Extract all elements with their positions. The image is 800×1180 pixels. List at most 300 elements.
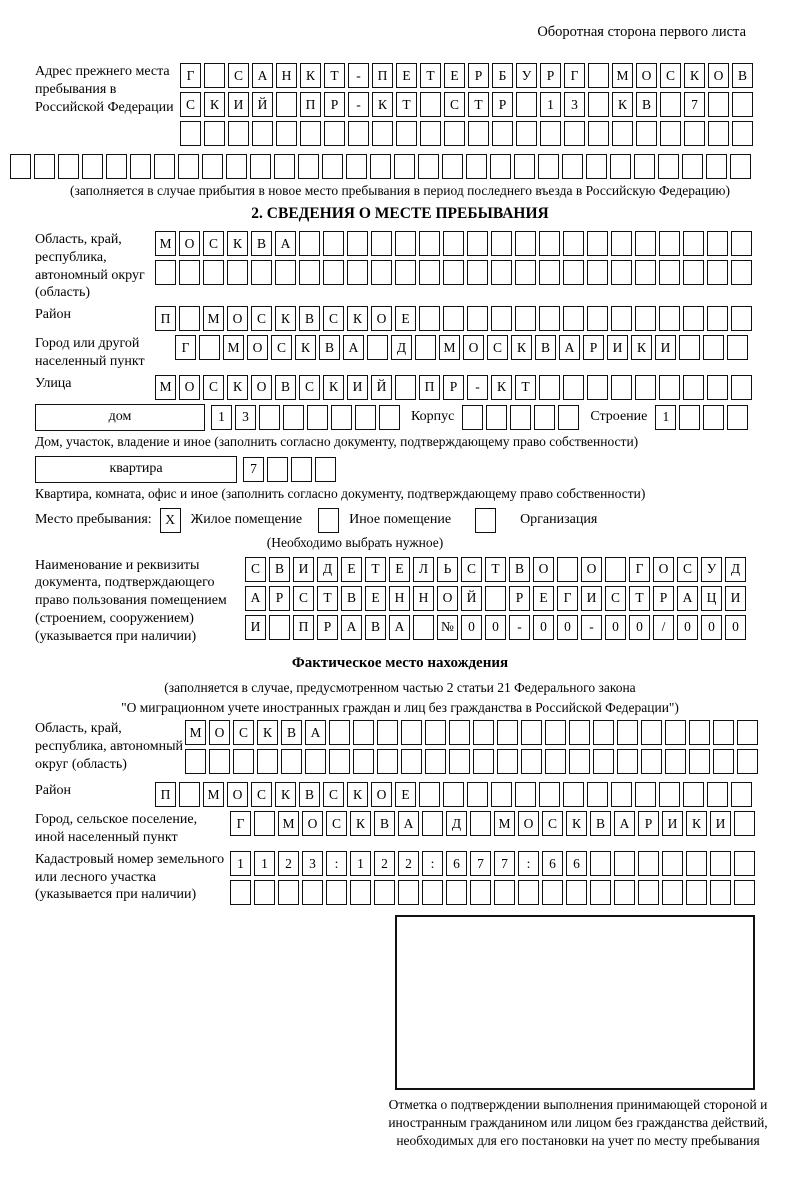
char-cell <box>274 154 295 179</box>
char-cell: У <box>516 63 537 88</box>
char-cell <box>727 335 748 360</box>
prev-address-rows <box>180 63 756 150</box>
char-cell <box>521 749 542 774</box>
district-row <box>155 306 755 331</box>
char-cell: А <box>341 615 362 640</box>
char-cell <box>470 880 491 905</box>
char-cell: Т <box>324 63 345 88</box>
char-cell: С <box>326 811 347 836</box>
char-cell: О <box>371 306 392 331</box>
char-cell <box>353 720 374 745</box>
char-cell <box>395 375 416 400</box>
char-cell: В <box>636 92 657 117</box>
char-cell: О <box>371 782 392 807</box>
char-cell <box>605 557 626 582</box>
district-label: Район <box>35 307 71 323</box>
char-cell <box>377 720 398 745</box>
char-cell: А <box>343 335 364 360</box>
char-cell: - <box>467 375 488 400</box>
char-cell: 1 <box>211 405 232 430</box>
prev-address-row-3 <box>180 121 756 146</box>
house-row <box>35 404 790 431</box>
char-cell <box>713 720 734 745</box>
char-cell <box>444 121 465 146</box>
char-cell <box>331 405 352 430</box>
prev-address-note: (заполняется в случае прибытия в новое место пребывания в период последнего въезда в Российскую Федерацию) <box>69 183 731 198</box>
char-cell: С <box>487 335 508 360</box>
char-cell <box>611 260 632 285</box>
prev-address-label: Адрес прежнего места пребывания в Российской Федерации <box>35 64 174 115</box>
char-cell <box>563 231 584 256</box>
char-cell <box>706 154 727 179</box>
char-cell <box>347 260 368 285</box>
char-cell <box>635 306 656 331</box>
char-cell <box>707 306 728 331</box>
char-cell <box>659 782 680 807</box>
char-cell: Е <box>395 782 416 807</box>
char-cell: О <box>708 63 729 88</box>
char-cell <box>703 405 724 430</box>
char-cell <box>374 880 395 905</box>
char-cell <box>401 749 422 774</box>
char-cell <box>179 306 200 331</box>
char-cell <box>665 749 686 774</box>
korpus-label: Корпус <box>411 409 455 425</box>
char-cell: И <box>245 615 266 640</box>
char-cell: И <box>581 586 602 611</box>
char-cell <box>154 154 175 179</box>
char-cell <box>203 260 224 285</box>
char-cell <box>635 375 656 400</box>
char-cell: Л <box>413 557 434 582</box>
char-cell <box>713 749 734 774</box>
char-cell: К <box>347 782 368 807</box>
char-cell <box>467 306 488 331</box>
char-cell <box>283 405 304 430</box>
char-cell: С <box>180 92 201 117</box>
char-cell <box>665 720 686 745</box>
char-cell: В <box>365 615 386 640</box>
char-cell: 1 <box>655 405 676 430</box>
char-cell <box>466 154 487 179</box>
korpus-row <box>462 405 582 430</box>
char-cell <box>442 154 463 179</box>
char-cell <box>563 782 584 807</box>
char-cell: 3 <box>564 92 585 117</box>
char-cell <box>534 405 555 430</box>
char-cell: О <box>227 306 248 331</box>
char-cell <box>419 782 440 807</box>
char-cell <box>209 749 230 774</box>
char-cell: С <box>323 306 344 331</box>
char-cell <box>659 375 680 400</box>
char-cell: С <box>245 557 266 582</box>
char-cell <box>659 306 680 331</box>
char-cell: Р <box>269 586 290 611</box>
char-cell <box>683 231 704 256</box>
char-cell: А <box>398 811 419 836</box>
stay-type-note: (Необходимо выбрать нужное) <box>266 534 444 550</box>
char-cell <box>278 880 299 905</box>
char-cell <box>516 121 537 146</box>
char-cell <box>228 121 249 146</box>
char-cell <box>106 154 127 179</box>
char-cell: С <box>299 375 320 400</box>
char-cell <box>257 749 278 774</box>
char-cell <box>732 92 753 117</box>
char-cell: К <box>612 92 633 117</box>
char-cell <box>204 121 225 146</box>
char-cell: О <box>518 811 539 836</box>
char-cell <box>540 121 561 146</box>
char-cell <box>419 260 440 285</box>
char-cell: Р <box>317 615 338 640</box>
char-cell: А <box>305 720 326 745</box>
char-cell <box>395 231 416 256</box>
char-cell: С <box>293 586 314 611</box>
char-cell <box>202 154 223 179</box>
char-cell: - <box>581 615 602 640</box>
char-cell: 0 <box>629 615 650 640</box>
char-cell <box>443 260 464 285</box>
city-label: Город или другой населенный пункт <box>35 336 145 369</box>
char-cell: К <box>275 782 296 807</box>
char-cell <box>415 335 436 360</box>
char-cell <box>413 615 434 640</box>
char-cell <box>563 375 584 400</box>
prev-address-row-4 <box>10 154 790 179</box>
char-cell: И <box>607 335 628 360</box>
region-row-1 <box>155 231 755 256</box>
char-cell: - <box>348 63 369 88</box>
document-rows <box>245 557 749 644</box>
char-cell: Р <box>468 63 489 88</box>
char-cell: : <box>518 851 539 876</box>
char-cell: Н <box>276 63 297 88</box>
char-cell <box>732 121 753 146</box>
char-cell <box>370 154 391 179</box>
char-cell <box>449 720 470 745</box>
char-cell <box>731 231 752 256</box>
char-cell <box>563 260 584 285</box>
char-cell <box>443 231 464 256</box>
char-cell: В <box>299 306 320 331</box>
char-cell: П <box>372 63 393 88</box>
char-cell <box>348 121 369 146</box>
char-cell: Т <box>365 557 386 582</box>
actual-city-field <box>10 811 790 847</box>
char-cell <box>730 154 751 179</box>
char-cell <box>588 92 609 117</box>
char-cell: Ь <box>437 557 458 582</box>
char-cell: П <box>419 375 440 400</box>
char-cell: В <box>319 335 340 360</box>
char-cell: В <box>281 720 302 745</box>
char-cell: 2 <box>398 851 419 876</box>
char-cell: К <box>684 63 705 88</box>
actual-location-note-2: "О миграционном учете иностранных граждан и лиц без гражданства в Российской Федерации") <box>121 700 679 716</box>
char-cell: 2 <box>374 851 395 876</box>
char-cell <box>299 260 320 285</box>
char-cell <box>707 231 728 256</box>
char-cell: С <box>251 306 272 331</box>
char-cell <box>679 405 700 430</box>
char-cell <box>538 154 559 179</box>
char-cell <box>515 306 536 331</box>
char-cell <box>635 260 656 285</box>
char-cell <box>252 121 273 146</box>
apartment-note: Квартира, комната, офис и иное (заполнить согласно документу, подтверждающему право собственности) <box>35 485 646 501</box>
char-cell <box>707 375 728 400</box>
char-cell <box>708 121 729 146</box>
char-cell: И <box>662 811 683 836</box>
char-cell: П <box>155 306 176 331</box>
char-cell: 1 <box>350 851 371 876</box>
region-row-2 <box>155 260 755 285</box>
char-cell: К <box>257 720 278 745</box>
char-cell: Г <box>629 557 650 582</box>
char-cell <box>180 121 201 146</box>
char-cell: П <box>293 615 314 640</box>
char-cell <box>323 260 344 285</box>
char-cell: В <box>275 375 296 400</box>
char-cell <box>377 749 398 774</box>
cadastral-rows <box>230 851 758 909</box>
actual-region-field <box>10 720 790 778</box>
char-cell: К <box>300 63 321 88</box>
house-note: Дом, участок, владение и иное (заполнить согласно документу, подтверждающему право собственности) <box>35 433 639 449</box>
char-cell <box>516 92 537 117</box>
char-cell: О <box>437 586 458 611</box>
char-cell <box>179 782 200 807</box>
char-cell: 7 <box>494 851 515 876</box>
actual-city-label: Город, сельское поселение, иной населенный пункт <box>35 812 198 846</box>
char-cell <box>731 306 752 331</box>
char-cell <box>659 231 680 256</box>
char-cell <box>737 749 758 774</box>
char-cell: М <box>185 720 206 745</box>
char-cell <box>510 405 531 430</box>
option-dwelling-label: Жилое помещение <box>190 512 303 528</box>
char-cell <box>329 720 350 745</box>
char-cell <box>251 260 272 285</box>
char-cell: И <box>710 811 731 836</box>
actual-city-row <box>230 811 758 836</box>
char-cell: К <box>566 811 587 836</box>
actual-region-label: Область, край, республика, автономный округ (область) <box>35 721 184 772</box>
char-cell <box>130 154 151 179</box>
char-cell <box>10 154 31 179</box>
apartment-number-row <box>243 457 339 482</box>
char-cell <box>539 306 560 331</box>
char-cell: Р <box>653 586 674 611</box>
char-cell <box>179 260 200 285</box>
char-cell: С <box>271 335 292 360</box>
char-cell <box>467 782 488 807</box>
char-cell <box>419 306 440 331</box>
char-cell <box>492 121 513 146</box>
char-cell <box>684 121 705 146</box>
char-cell <box>686 880 707 905</box>
char-cell: Н <box>389 586 410 611</box>
char-cell: Е <box>395 306 416 331</box>
char-cell: К <box>511 335 532 360</box>
city-field <box>10 335 790 371</box>
region-rows <box>155 231 755 289</box>
char-cell <box>267 457 288 482</box>
char-cell <box>515 782 536 807</box>
char-cell: К <box>491 375 512 400</box>
char-cell <box>703 335 724 360</box>
char-cell: С <box>323 782 344 807</box>
char-cell: В <box>269 557 290 582</box>
char-cell: М <box>612 63 633 88</box>
char-cell: 2 <box>278 851 299 876</box>
char-cell <box>473 720 494 745</box>
char-cell: В <box>341 586 362 611</box>
char-cell: - <box>348 92 369 117</box>
actual-region-rows <box>185 720 761 778</box>
char-cell <box>497 720 518 745</box>
char-cell: Т <box>468 92 489 117</box>
char-cell <box>259 405 280 430</box>
char-cell <box>82 154 103 179</box>
char-cell <box>518 880 539 905</box>
checkbox-organization <box>475 508 496 533</box>
char-cell: А <box>614 811 635 836</box>
char-cell <box>566 880 587 905</box>
char-cell <box>462 405 483 430</box>
char-cell <box>590 851 611 876</box>
char-cell: С <box>233 720 254 745</box>
char-cell: 0 <box>701 615 722 640</box>
char-cell <box>611 375 632 400</box>
char-cell <box>660 92 681 117</box>
char-cell <box>734 811 755 836</box>
char-cell <box>707 782 728 807</box>
char-cell: К <box>275 306 296 331</box>
char-cell <box>683 260 704 285</box>
char-cell: Е <box>533 586 554 611</box>
char-cell: А <box>252 63 273 88</box>
char-cell: Й <box>371 375 392 400</box>
char-cell <box>353 749 374 774</box>
char-cell: О <box>247 335 268 360</box>
street-label: Улица <box>35 375 72 391</box>
city-row <box>175 335 751 360</box>
option-organization-label: Организация <box>520 512 598 528</box>
char-cell <box>641 749 662 774</box>
char-cell <box>281 749 302 774</box>
char-cell: / <box>653 615 674 640</box>
actual-region-row-1 <box>185 720 761 745</box>
stay-type-row <box>35 508 790 533</box>
char-cell <box>635 231 656 256</box>
char-cell: К <box>372 92 393 117</box>
char-cell <box>707 260 728 285</box>
char-cell <box>422 811 443 836</box>
char-cell <box>683 306 704 331</box>
char-cell <box>614 851 635 876</box>
char-cell: Д <box>725 557 746 582</box>
char-cell <box>329 749 350 774</box>
char-cell <box>731 260 752 285</box>
char-cell <box>394 154 415 179</box>
apartment-row <box>35 456 790 483</box>
checkbox-dwelling: X <box>160 508 181 533</box>
char-cell: А <box>677 586 698 611</box>
char-cell <box>587 375 608 400</box>
char-cell <box>731 782 752 807</box>
char-cell: 6 <box>542 851 563 876</box>
char-cell: В <box>732 63 753 88</box>
char-cell: М <box>278 811 299 836</box>
char-cell <box>468 121 489 146</box>
char-cell <box>178 154 199 179</box>
cadastral-row-2 <box>230 880 758 905</box>
confirmation-mark-box <box>395 915 755 1090</box>
char-cell: Е <box>396 63 417 88</box>
checkbox-other-premise <box>318 508 339 533</box>
char-cell <box>470 811 491 836</box>
char-cell <box>326 880 347 905</box>
char-cell: - <box>509 615 530 640</box>
char-cell <box>315 457 336 482</box>
char-cell <box>539 260 560 285</box>
char-cell: 6 <box>446 851 467 876</box>
char-cell <box>34 154 55 179</box>
char-cell <box>467 260 488 285</box>
char-cell: К <box>323 375 344 400</box>
char-cell <box>514 154 535 179</box>
char-cell <box>710 880 731 905</box>
char-cell <box>299 231 320 256</box>
char-cell: 1 <box>230 851 251 876</box>
document-label: Наименование и реквизиты документа, подтверждающего право пользования помещением (строением, сооружением) (указывается при наличии) <box>35 557 227 644</box>
char-cell <box>539 231 560 256</box>
document-row-2 <box>245 586 749 611</box>
char-cell: Р <box>443 375 464 400</box>
char-cell <box>491 306 512 331</box>
char-cell: К <box>686 811 707 836</box>
char-cell <box>254 811 275 836</box>
char-cell: О <box>636 63 657 88</box>
char-cell <box>491 231 512 256</box>
char-cell: О <box>302 811 323 836</box>
char-cell: Г <box>564 63 585 88</box>
char-cell <box>610 154 631 179</box>
char-cell: К <box>631 335 652 360</box>
char-cell <box>485 586 506 611</box>
char-cell: А <box>245 586 266 611</box>
char-cell <box>515 260 536 285</box>
char-cell <box>611 231 632 256</box>
char-cell <box>515 231 536 256</box>
char-cell <box>276 92 297 117</box>
char-cell <box>418 154 439 179</box>
char-cell <box>305 749 326 774</box>
region-field <box>10 231 790 302</box>
char-cell: С <box>542 811 563 836</box>
char-cell: М <box>203 306 224 331</box>
char-cell <box>734 880 755 905</box>
char-cell <box>617 749 638 774</box>
house-number-row <box>211 405 403 430</box>
char-cell <box>708 92 729 117</box>
char-cell <box>539 375 560 400</box>
char-cell: М <box>439 335 460 360</box>
char-cell: И <box>347 375 368 400</box>
